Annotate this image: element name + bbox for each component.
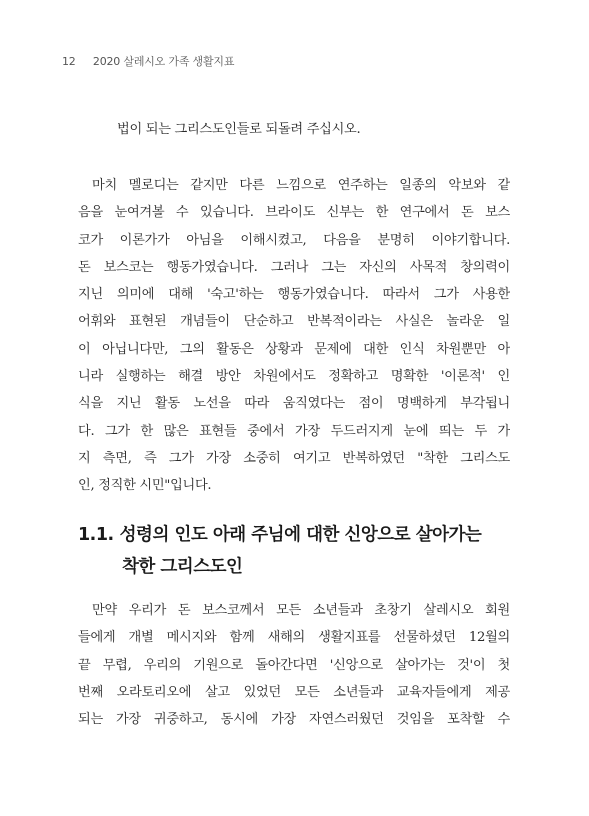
quote-line: 법이 되는 그리스도인들로 되돌려 주십시오. <box>117 122 361 137</box>
paragraph-line: 이 아닙니다만, 그의 활동은 상황과 문제에 대한 인식 차원뿐만 아 <box>78 341 510 357</box>
section-title-line-1: 성령의 인도 아래 주님에 대한 신앙으로 살아가는 <box>119 525 482 545</box>
paragraph-line: 니라 실행하는 해결 방안 차원에서도 정확하고 명확한 '이론적' 인 <box>78 369 510 385</box>
paragraph-line: 돈 보스코는 행동가였습니다. 그러나 그는 자신의 사목적 창의력이 <box>78 259 510 275</box>
paragraph-line: 들에게 개별 메시지와 함께 새해의 생활지표를 선물하셨던 12월의 <box>78 630 510 646</box>
section-title-line-2: 착한 그리스도인 <box>122 557 243 577</box>
paragraph-line: 어휘와 표현된 개념들이 단순하고 반복적이라는 사실은 놀라운 일 <box>78 314 510 330</box>
section-number: 1.1. <box>78 525 114 545</box>
paragraph-line: 만약 우리가 돈 보스코께서 모든 소년들과 초창기 살레시오 회원 <box>92 603 510 618</box>
paragraph-line: 되는 가장 귀중하고, 동시에 가장 자연스러웠던 것임을 포착할 수 <box>78 712 510 728</box>
paragraph-line: 인, 정직한 시민"입니다. <box>78 478 212 494</box>
paragraph-line: 다. 그가 한 많은 표현들 중에서 가장 두드러지게 눈에 띄는 두 가 <box>78 423 510 439</box>
paragraph-1 <box>78 172 510 500</box>
paragraph-2 <box>78 597 510 733</box>
paragraph-line: 지 측면, 즉 그가 가장 소중히 여기고 반복하였던 "착한 그리스도 <box>78 450 510 466</box>
paragraph-line: 번째 오라토리오에 살고 있었던 모든 소년들과 교육자들에게 제공 <box>78 684 510 700</box>
paragraph-line: 끝 무렵, 우리의 기원으로 돌아간다면 '신앙으로 살아가는 것'이 첫 <box>78 657 510 673</box>
paragraph-line: 식을 지닌 활동 노선을 따라 움직였다는 점이 명백하게 부각됩니 <box>78 396 510 412</box>
paragraph-line: 마치 멜로디는 같지만 다른 느낌으로 연주하는 일종의 악보와 같 <box>92 178 510 193</box>
running-header <box>62 53 234 69</box>
section-heading <box>78 519 518 583</box>
paragraph-line: 코가 이론가가 아님을 이해시켰고, 다음을 분명히 이야기합니다. <box>78 232 510 248</box>
running-title: 2020 살레시오 가족 생활지표 <box>92 55 235 68</box>
page-number: 12 <box>62 55 76 68</box>
paragraph-line: 지닌 의미에 대해 '숙고'하는 행동가였습니다. 따라서 그가 사용한 <box>78 287 510 303</box>
paragraph-line: 음을 눈여겨볼 수 있습니다. 브라이도 신부는 한 연구에서 돈 보스 <box>78 205 510 221</box>
